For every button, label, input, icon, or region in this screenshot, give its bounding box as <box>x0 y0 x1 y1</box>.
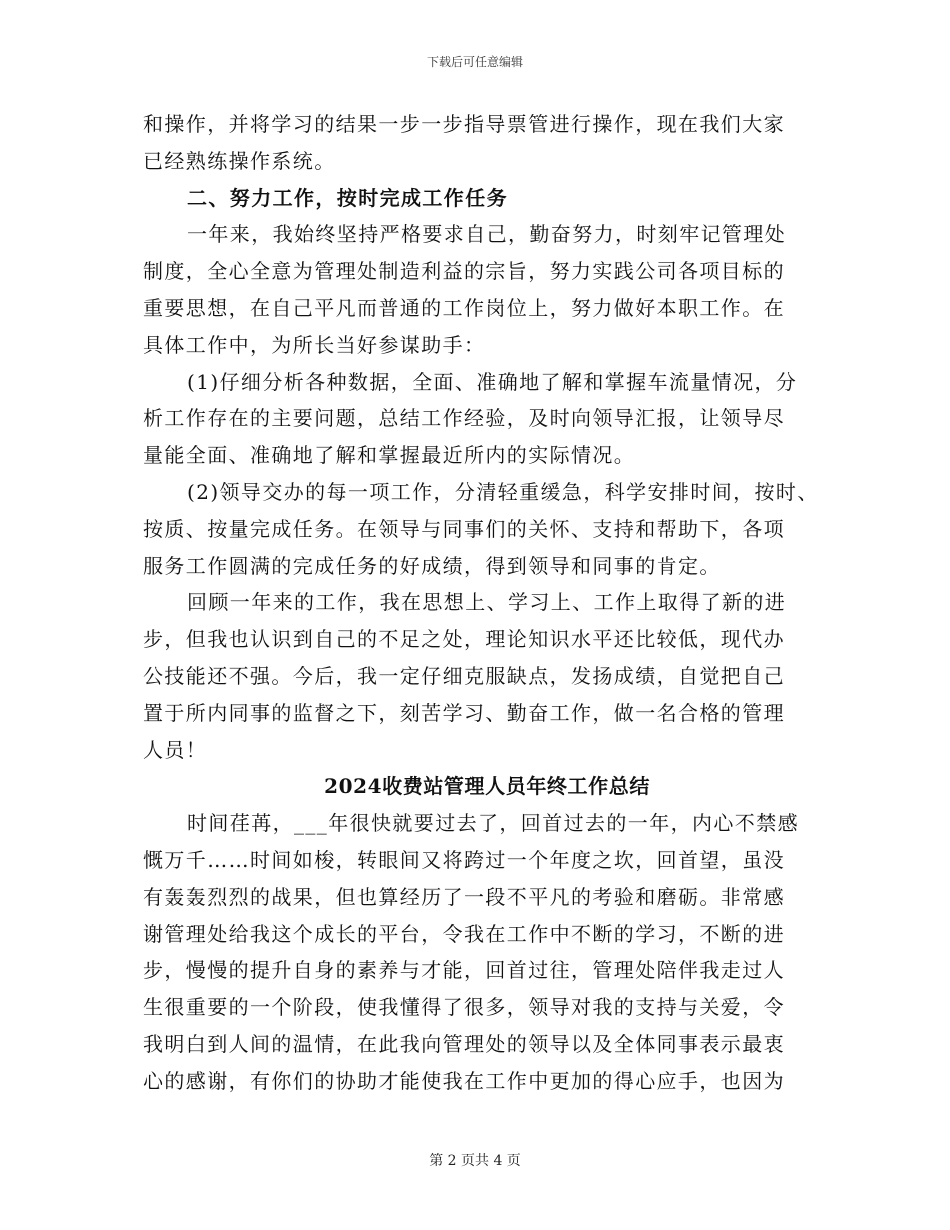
page-number: 第 2 页共 4 页 <box>429 1153 521 1169</box>
document-title: 2024收费站管理人员年终工作总结 <box>324 774 650 799</box>
text-line: 有轰轰烈烈的战果，但也算经历了一段不平凡的考验和磨砺。非常感 <box>143 884 785 909</box>
text-line: 重要思想，在自己平凡而普通的工作岗位上，努力做好本职工作。在 <box>143 295 785 320</box>
text-line: (2)领导交办的每一项工作，分清轻重缓急，科学安排时间，按时、 <box>187 479 819 504</box>
header-note: 下载后可任意编辑 <box>426 55 523 69</box>
text-line: 一年来，我始终坚持严格要求自己，勤奋努力，时刻牢记管理处 <box>187 222 787 247</box>
text-line: 谢管理处给我这个成长的平台，令我在工作中不断的学习，不断的进 <box>143 921 785 946</box>
text-line: 公技能还不强。今后，我一定仔细克服缺点，发扬成绩，自觉把自己 <box>143 663 785 688</box>
section-heading: 二、努力工作，按时完成工作任务 <box>187 185 508 210</box>
text-line: 置于所内同事的监督之下，刻苦学习、勤奋工作，做一名合格的管理 <box>143 700 785 725</box>
text-line: 具体工作中，为所长当好参谋助手： <box>143 332 486 357</box>
text-line: 步，慢慢的提升自身的素养与才能，回首过往，管理处陪伴我走过人 <box>143 958 785 983</box>
text-line: (1)仔细分析各种数据，全面、准确地了解和掌握车流量情况，分 <box>187 369 798 394</box>
text-line: 回顾一年来的工作，我在思想上、学习上、工作上取得了新的进 <box>187 590 787 615</box>
text-line: 慨万千……时间如梭，转眼间又将跨过一个年度之坎，回首望，虽没 <box>143 847 785 872</box>
text-line: 量能全面、准确地了解和掌握最近所内的实际情况。 <box>143 443 636 468</box>
text-line: 我明白到人间的温情，在此我向管理处的领导以及全体同事表示最衷 <box>143 1031 785 1056</box>
text-line: 心的感谢，有你们的协助才能使我在工作中更加的得心应手，也因为 <box>143 1068 785 1093</box>
text-line: 已经熟练操作系统。 <box>143 148 336 173</box>
text-line: 制度，全心全意为管理处制造利益的宗旨，努力实践公司各项目标的 <box>143 259 785 284</box>
text-line: 人员！ <box>143 737 208 762</box>
text-line: 服务工作圆满的完成任务的好成绩，得到领导和同事的肯定。 <box>143 553 721 578</box>
text-line: 按质、按量完成任务。在领导与同事们的关怀、支持和帮助下，各项 <box>143 516 785 541</box>
text-line: 时间荏苒，___年很快就要过去了，回首过去的一年，内心不禁感 <box>187 811 799 836</box>
text-line: 生很重要的一个阶段，使我懂得了很多，领导对我的支持与关爱，令 <box>143 995 785 1020</box>
text-line: 步，但我也认识到自己的不足之处，理论知识水平还比较低，现代办 <box>143 627 785 652</box>
text-line: 析工作存在的主要问题，总结工作经验，及时向领导汇报，让领导尽 <box>143 406 785 431</box>
document-body <box>143 106 823 1100</box>
text-line: 和操作，并将学习的结果一步一步指导票管进行操作，现在我们大家 <box>143 112 785 136</box>
